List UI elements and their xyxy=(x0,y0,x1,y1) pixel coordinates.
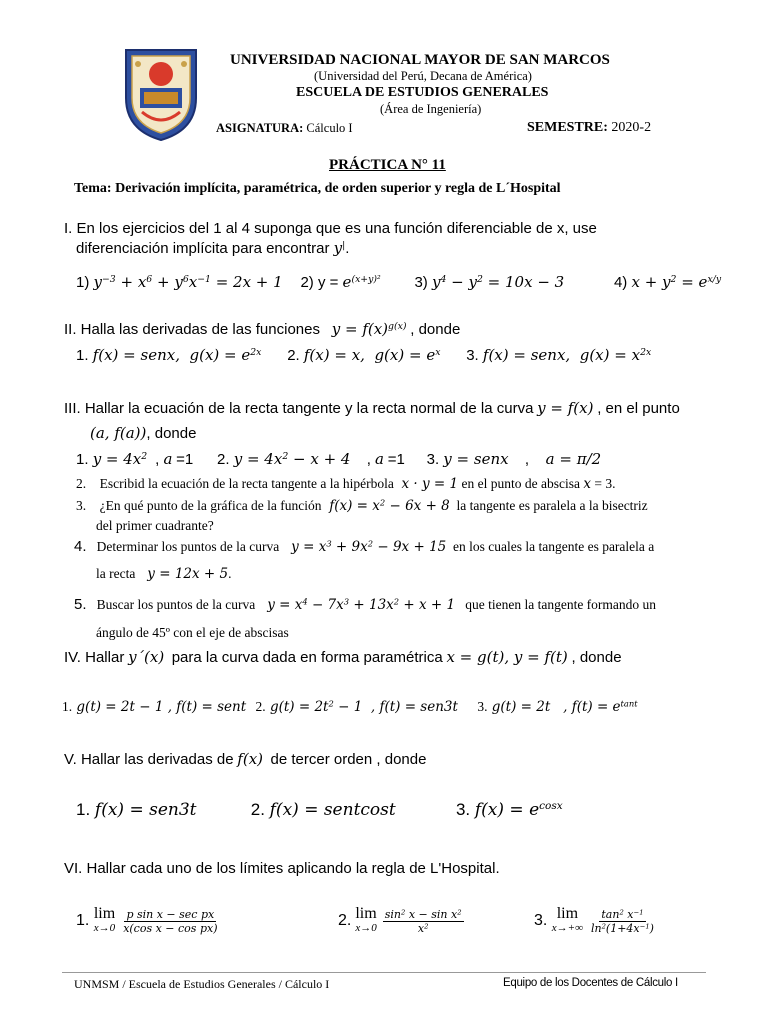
section-3-item-3: 3. ¿En qué punto de la gráfica de la función $f(x) = x^2 - 6x + 8$ la tangente es paralela a la bisectriz xyxy=(76,497,648,514)
topic-line: Tema: Derivación implícita, paramétrica, de orden superior y regla de L´Hospital xyxy=(74,181,561,196)
section-1-exercises: 1) $y^{-3} + x^6 + y^6x^{-1} = 2x + 1$ 2) $y = e^{(x+y)^2}$ 3) $y^4 - y^2 = 10x - 3$ 4) $x + y^2 = e^{x/y}$ xyxy=(76,273,722,291)
page-title: PRÁCTICA N° 11 xyxy=(329,157,446,173)
section-3-item-4: 4. Determinar los puntos de la curva $y = x^3 + 9x^2 - 9x + 15$ en los cuales la tangente es paralela a xyxy=(74,538,655,555)
semester-line: SEMESTRE: 2020-2 xyxy=(527,120,652,135)
section-2-exercises: 1. f(x) = senx, $g(x) = e^{2x}$ 2. f(x) = x, $g(x) = e^x$ 3. f(x) = senx, $g(x) = x^{2x}$ xyxy=(76,346,652,364)
section-6-intro: VI. Hallar cada uno de los límites aplicando la regla de L'Hospital. xyxy=(64,860,500,877)
section-4-intro: IV. Hallar y´(x) para la curva dada en forma paramétrica x = g(t), y = f(t) , donde xyxy=(64,648,622,666)
section-1-line-1: I. En los ejercicios del 1 al 4 suponga que es una función diferenciable de x, use xyxy=(64,220,597,237)
section-2-intro: II. Halla las derivadas de las funciones $y = f(x)^{g(x)}$ , donde xyxy=(64,320,461,338)
limit-3: 3. lim x→+∞ $\frac{\tan^2 x^{-1}}{\ln^2(1+4x^{-1})}$ xyxy=(534,905,654,935)
footer-right: Equipo de los Docentes de Cálculo I xyxy=(503,977,678,989)
section-5-intro: V. Hallar las derivadas de f(x) de tercer orden , donde xyxy=(64,750,427,768)
section-3-exercises: 1. $y = 4x^2$ , a =1 2. $y = 4x^2 - x + 4$ , a =1 3. y = senx , a = π/2 xyxy=(76,450,602,468)
university-name: UNIVERSIDAD NACIONAL MAYOR DE SAN MARCOS xyxy=(230,52,610,68)
footer-divider xyxy=(62,972,706,973)
section-3-item-3c: del primer cuadrante? xyxy=(96,518,214,533)
section-3-point: (a, f(a)), donde xyxy=(90,424,197,442)
university-tagline: (Universidad del Perú, Decana de América) xyxy=(314,69,532,83)
section-3-item-5: 5. Buscar los puntos de la curva $y = x^4 - 7x^3 + 13x^2 + x + 1$ que tienen la tangente formando un xyxy=(74,596,657,613)
section-4-exercises: 1. g(t) = 2t − 1 , f(t) = sent 2. $g(t) = 2t^2 - 1$ , f(t) = sen3t 3. g(t) = 2t , $f(t) = e^{tant}$ xyxy=(62,698,638,715)
subject-line: ASIGNATURA: Cálculo I xyxy=(216,121,353,135)
section-3-item-4c: la recta y = 12x + 5. xyxy=(96,566,232,582)
section-3-item-2: 2. Escribid la ecuación de la recta tangente a la hipérbola x · y = 1 en el punto de abscisa x = 3. xyxy=(76,476,616,492)
section-3-item-5c: ángulo de 45º con el eje de abscisas xyxy=(96,625,289,640)
school-name: ESCUELA DE ESTUDIOS GENERALES xyxy=(296,85,549,100)
section-1-line-2: diferenciación implícita para encontrar y|. xyxy=(76,239,350,257)
limit-1: 1. lim x→0 $\frac{\text{p sin x − sec px}}{\text{x(cos x − cos px)}}$ xyxy=(76,905,218,935)
section-3-intro: III. Hallar la ecuación de la recta tangente y la recta normal de la curva y = f(x) , en el punto xyxy=(64,399,680,417)
footer-left: UNMSM / Escuela de Estudios Generales / Cálculo I xyxy=(74,977,330,991)
university-logo xyxy=(120,44,202,142)
limit-2: 2. lim x→0 $\frac{\sin^2 x - \sin x^2}{x^2}$ xyxy=(338,905,462,935)
area-name: (Área de Ingeniería) xyxy=(380,102,482,116)
section-5-exercises: 1. f(x) = sen3t 2. f(x) = sentcost 3. $f(x) = e^{cosx}$ xyxy=(76,800,563,820)
